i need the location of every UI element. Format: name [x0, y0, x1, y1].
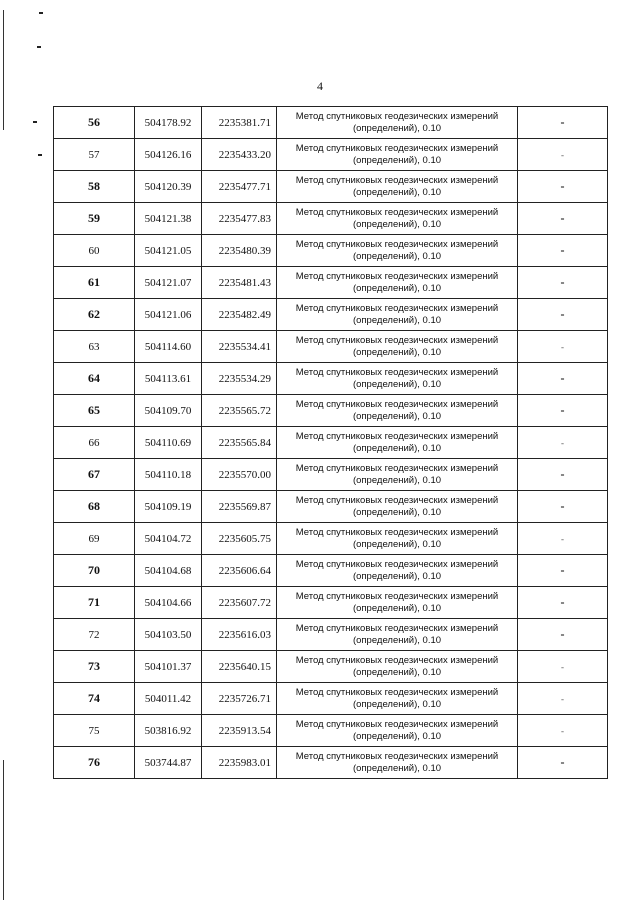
description-cell: - — [518, 747, 608, 779]
method-text-line-2: (определений), 0.10 — [352, 634, 442, 646]
method-text-line-1: Метод спутниковых геодезических измерений — [295, 622, 499, 634]
description-cell: - — [518, 267, 608, 299]
coordinate-y-cell: 2235433.20 — [202, 139, 277, 171]
table-row — [54, 747, 608, 779]
point-number-cell: 60 — [54, 235, 135, 267]
method-text-line-1: Метод спутниковых геодезических измерений — [295, 238, 499, 250]
method-cell — [277, 427, 518, 459]
table-row — [54, 299, 608, 331]
method-cell — [277, 395, 518, 427]
margin-edge-line-top — [3, 10, 4, 130]
method-text-line-1: Метод спутниковых геодезических измерений — [295, 110, 499, 122]
method-text-line-1: Метод спутниковых геодезических измерений — [295, 558, 499, 570]
method-text-line-2: (определений), 0.10 — [352, 122, 442, 134]
coordinate-x-cell: 504104.72 — [135, 523, 202, 555]
table-row — [54, 171, 608, 203]
description-cell: - — [518, 619, 608, 651]
margin-tick-4 — [38, 154, 42, 156]
coordinate-x-cell: 504121.38 — [135, 203, 202, 235]
method-text-line-1: Метод спутниковых геодезических измерений — [295, 142, 499, 154]
point-number-cell: 59 — [54, 203, 135, 235]
coordinate-x-cell: 503744.87 — [135, 747, 202, 779]
method-cell — [277, 235, 518, 267]
point-number-cell: 58 — [54, 171, 135, 203]
point-number-cell: 73 — [54, 651, 135, 683]
description-cell: - — [518, 715, 608, 747]
coordinate-x-cell: 504103.50 — [135, 619, 202, 651]
method-cell — [277, 651, 518, 683]
margin-edge-line-bottom — [3, 760, 4, 900]
coordinate-y-cell: 2235570.00 — [202, 459, 277, 491]
method-text-line-2: (определений), 0.10 — [352, 410, 442, 422]
point-number-cell: 71 — [54, 587, 135, 619]
method-cell — [277, 363, 518, 395]
method-cell — [277, 107, 518, 139]
table-row — [54, 235, 608, 267]
coordinates-table-body — [54, 107, 608, 779]
description-cell: - — [518, 459, 608, 491]
table-row — [54, 619, 608, 651]
coordinate-x-cell: 504121.06 — [135, 299, 202, 331]
method-cell — [277, 587, 518, 619]
coordinate-y-cell: 2235726.71 — [202, 683, 277, 715]
coordinate-x-cell: 504109.70 — [135, 395, 202, 427]
method-text-line-1: Метод спутниковых геодезических измерений — [295, 526, 499, 538]
coordinate-x-cell: 504110.69 — [135, 427, 202, 459]
table-row — [54, 139, 608, 171]
method-text-line-2: (определений), 0.10 — [352, 602, 442, 614]
method-text-line-2: (определений), 0.10 — [352, 666, 442, 678]
method-text-line-2: (определений), 0.10 — [352, 506, 442, 518]
coordinate-x-cell: 504114.60 — [135, 331, 202, 363]
coordinate-y-cell: 2235565.72 — [202, 395, 277, 427]
method-cell — [277, 171, 518, 203]
table-row — [54, 587, 608, 619]
coordinate-y-cell: 2235481.43 — [202, 267, 277, 299]
method-text-line-1: Метод спутниковых геодезических измерений — [295, 686, 499, 698]
method-text-line-1: Метод спутниковых геодезических измерений — [295, 654, 499, 666]
table-row — [54, 363, 608, 395]
coordinate-x-cell: 504101.37 — [135, 651, 202, 683]
method-text-line-2: (определений), 0.10 — [352, 250, 442, 262]
margin-tick-1 — [39, 12, 43, 14]
description-cell: - — [518, 523, 608, 555]
method-cell — [277, 267, 518, 299]
coordinate-y-cell: 2235640.15 — [202, 651, 277, 683]
description-cell: - — [518, 139, 608, 171]
table-row — [54, 651, 608, 683]
method-cell — [277, 491, 518, 523]
method-text-line-1: Метод спутниковых геодезических измерений — [295, 174, 499, 186]
coordinate-y-cell: 2235569.87 — [202, 491, 277, 523]
coordinate-x-cell: 504113.61 — [135, 363, 202, 395]
point-number-cell: 76 — [54, 747, 135, 779]
description-cell: - — [518, 395, 608, 427]
table-row — [54, 715, 608, 747]
coordinate-y-cell: 2235381.71 — [202, 107, 277, 139]
table-row — [54, 331, 608, 363]
coordinate-x-cell: 503816.92 — [135, 715, 202, 747]
method-cell — [277, 203, 518, 235]
method-text-line-1: Метод спутниковых геодезических измерений — [295, 750, 499, 762]
table-row — [54, 555, 608, 587]
table-row — [54, 491, 608, 523]
method-cell — [277, 619, 518, 651]
coordinate-x-cell: 504104.66 — [135, 587, 202, 619]
method-text-line-2: (определений), 0.10 — [352, 218, 442, 230]
point-number-cell: 61 — [54, 267, 135, 299]
method-text-line-2: (определений), 0.10 — [352, 730, 442, 742]
description-cell: - — [518, 683, 608, 715]
method-cell — [277, 459, 518, 491]
coordinate-y-cell: 2235605.75 — [202, 523, 277, 555]
point-number-cell: 62 — [54, 299, 135, 331]
coordinate-x-cell: 504110.18 — [135, 459, 202, 491]
description-cell: - — [518, 651, 608, 683]
method-cell — [277, 299, 518, 331]
table-row — [54, 203, 608, 235]
coordinate-y-cell: 2235482.49 — [202, 299, 277, 331]
coordinate-y-cell: 2235534.29 — [202, 363, 277, 395]
coordinate-x-cell: 504121.05 — [135, 235, 202, 267]
table-row — [54, 459, 608, 491]
table-row — [54, 267, 608, 299]
method-text-line-2: (определений), 0.10 — [352, 570, 442, 582]
table-row — [54, 683, 608, 715]
method-cell — [277, 555, 518, 587]
method-text-line-1: Метод спутниковых геодезических измерений — [295, 718, 499, 730]
point-number-cell: 72 — [54, 619, 135, 651]
description-cell: - — [518, 107, 608, 139]
method-text-line-1: Метод спутниковых геодезических измерений — [295, 366, 499, 378]
point-number-cell: 65 — [54, 395, 135, 427]
description-cell: - — [518, 427, 608, 459]
description-cell: - — [518, 235, 608, 267]
method-text-line-2: (определений), 0.10 — [352, 154, 442, 166]
point-number-cell: 69 — [54, 523, 135, 555]
coordinate-x-cell: 504011.42 — [135, 683, 202, 715]
point-number-cell: 56 — [54, 107, 135, 139]
method-text-line-2: (определений), 0.10 — [352, 698, 442, 710]
description-cell: - — [518, 491, 608, 523]
point-number-cell: 70 — [54, 555, 135, 587]
method-text-line-2: (определений), 0.10 — [352, 378, 442, 390]
description-cell: - — [518, 203, 608, 235]
point-number-cell: 64 — [54, 363, 135, 395]
table-row — [54, 427, 608, 459]
description-cell: - — [518, 331, 608, 363]
coordinate-y-cell: 2235480.39 — [202, 235, 277, 267]
description-cell: - — [518, 555, 608, 587]
method-text-line-1: Метод спутниковых геодезических измерений — [295, 302, 499, 314]
coordinate-y-cell: 2235616.03 — [202, 619, 277, 651]
coordinate-y-cell: 2235534.41 — [202, 331, 277, 363]
method-text-line-2: (определений), 0.10 — [352, 186, 442, 198]
method-text-line-1: Метод спутниковых геодезических измерений — [295, 462, 499, 474]
table-row — [54, 107, 608, 139]
coordinate-x-cell: 504104.68 — [135, 555, 202, 587]
method-text-line-1: Метод спутниковых геодезических измерений — [295, 494, 499, 506]
coordinate-x-cell: 504109.19 — [135, 491, 202, 523]
method-text-line-1: Метод спутниковых геодезических измерений — [295, 590, 499, 602]
coordinate-y-cell: 2235606.64 — [202, 555, 277, 587]
method-cell — [277, 331, 518, 363]
method-text-line-1: Метод спутниковых геодезических измерений — [295, 430, 499, 442]
point-number-cell: 74 — [54, 683, 135, 715]
description-cell: - — [518, 171, 608, 203]
method-text-line-1: Метод спутниковых геодезических измерений — [295, 206, 499, 218]
coordinates-table — [53, 106, 608, 779]
page-number: 4 — [317, 79, 323, 93]
coordinate-x-cell: 504120.39 — [135, 171, 202, 203]
coordinate-y-cell: 2235983.01 — [202, 747, 277, 779]
coordinate-y-cell: 2235477.83 — [202, 203, 277, 235]
method-text-line-2: (определений), 0.10 — [352, 442, 442, 454]
method-text-line-2: (определений), 0.10 — [352, 314, 442, 326]
table-row — [54, 523, 608, 555]
point-number-cell: 67 — [54, 459, 135, 491]
method-cell — [277, 747, 518, 779]
margin-tick-2 — [37, 46, 41, 48]
margin-tick-3 — [33, 121, 37, 123]
method-cell — [277, 715, 518, 747]
point-number-cell: 63 — [54, 331, 135, 363]
point-number-cell: 68 — [54, 491, 135, 523]
method-cell — [277, 523, 518, 555]
method-cell — [277, 139, 518, 171]
coordinate-x-cell: 504126.16 — [135, 139, 202, 171]
point-number-cell: 75 — [54, 715, 135, 747]
point-number-cell: 66 — [54, 427, 135, 459]
table-row — [54, 395, 608, 427]
description-cell: - — [518, 299, 608, 331]
method-text-line-2: (определений), 0.10 — [352, 474, 442, 486]
coordinate-x-cell: 504121.07 — [135, 267, 202, 299]
coordinate-y-cell: 2235913.54 — [202, 715, 277, 747]
method-cell — [277, 683, 518, 715]
coordinate-y-cell: 2235607.72 — [202, 587, 277, 619]
method-text-line-1: Метод спутниковых геодезических измерений — [295, 398, 499, 410]
method-text-line-2: (определений), 0.10 — [352, 346, 442, 358]
coordinate-y-cell: 2235565.84 — [202, 427, 277, 459]
coordinate-x-cell: 504178.92 — [135, 107, 202, 139]
method-text-line-1: Метод спутниковых геодезических измерений — [295, 334, 499, 346]
method-text-line-2: (определений), 0.10 — [352, 538, 442, 550]
coordinate-y-cell: 2235477.71 — [202, 171, 277, 203]
point-number-cell: 57 — [54, 139, 135, 171]
method-text-line-2: (определений), 0.10 — [352, 762, 442, 774]
method-text-line-2: (определений), 0.10 — [352, 282, 442, 294]
method-text-line-1: Метод спутниковых геодезических измерений — [295, 270, 499, 282]
description-cell: - — [518, 587, 608, 619]
description-cell: - — [518, 363, 608, 395]
